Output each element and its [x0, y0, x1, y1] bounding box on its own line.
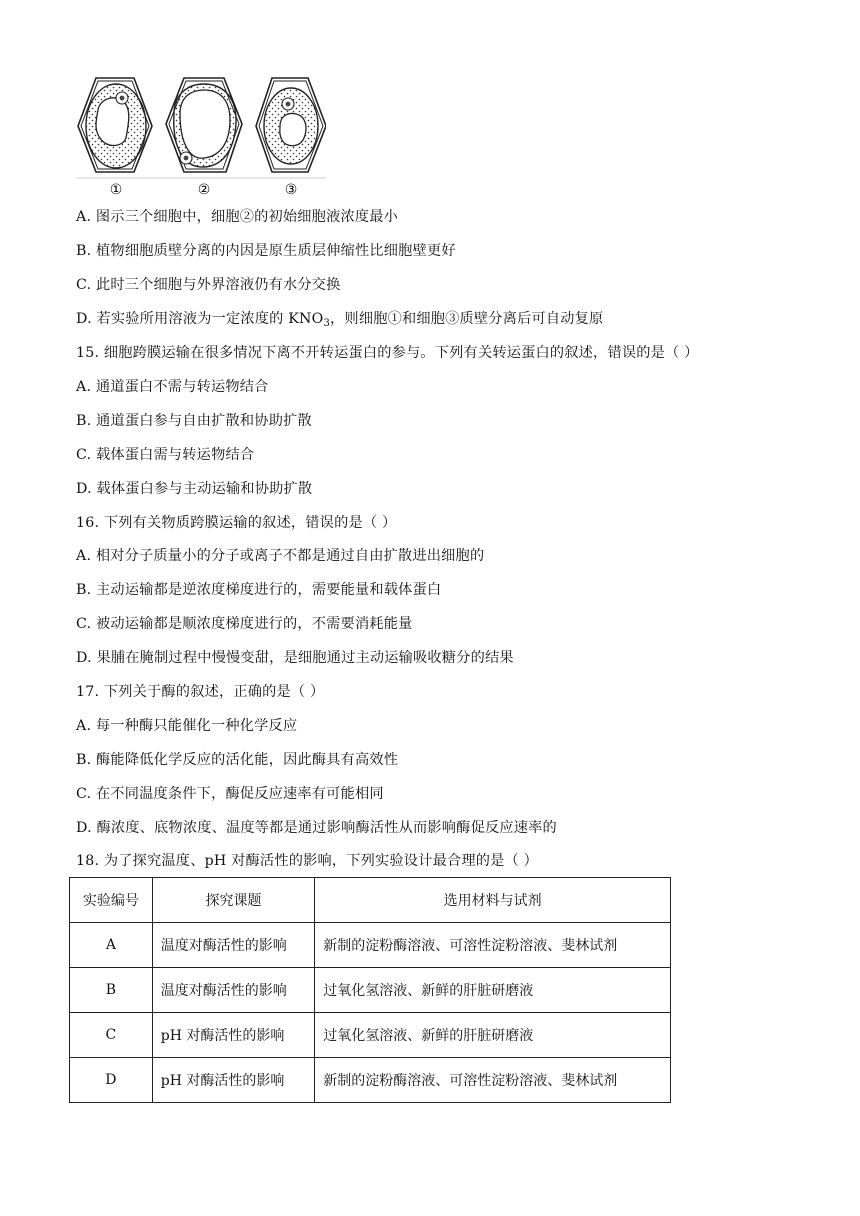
cell-materials: 新制的淀粉酶溶液、可溶性淀粉溶液、斐林试剂	[315, 923, 671, 968]
table-row	[70, 1013, 671, 1058]
cell-materials: 过氧化氢溶液、新鲜的肝脏研磨液	[315, 968, 671, 1013]
q15-stem: 15. 细胞跨膜运输在很多情况下离不开转运蛋白的参与。下列有关转运蛋白的叙述，错误的是（ ）	[76, 345, 699, 361]
table-row	[70, 968, 671, 1013]
cell-1	[78, 78, 152, 172]
cell-id: D	[70, 1058, 153, 1103]
header-materials: 选用材料与试剂	[315, 878, 671, 923]
q16-option-a: A. 相对分子质量小的分子或离子不都是通过自由扩散进出细胞的	[76, 548, 485, 564]
header-experiment-id: 实验编号	[70, 878, 153, 923]
q17-option-d: D. 酶浓度、底物浓度、温度等都是通过影响酶活性从而影响酶促反应速率的	[76, 820, 557, 836]
cell-3-label: ③	[284, 182, 298, 198]
cell-materials: 过氧化氢溶液、新鲜的肝脏研磨液	[315, 1013, 671, 1058]
q15-option-a: A. 通道蛋白不需与转运物结合	[76, 379, 269, 395]
cell-2	[166, 78, 242, 172]
q17-stem: 17. 下列关于酶的叙述，正确的是（ ）	[76, 684, 325, 700]
q14-option-d	[76, 309, 603, 329]
cell-topic: pH 对酶活性的影响	[152, 1058, 314, 1103]
cell-2-label: ②	[197, 182, 211, 198]
cell-topic: 温度对酶活性的影响	[152, 968, 314, 1013]
cell-id: B	[70, 968, 153, 1013]
q16-stem: 16. 下列有关物质跨膜运输的叙述，错误的是（ ）	[76, 515, 397, 531]
table-header-row	[70, 878, 671, 923]
q16-option-b: B. 主动运输都是逆浓度梯度进行的，需要能量和载体蛋白	[76, 582, 442, 598]
q15-option-d: D. 载体蛋白参与主动运输和协助扩散	[76, 481, 313, 497]
q17-option-a: A. 每一种酶只能催化一种化学反应	[76, 718, 298, 734]
cell-topic: 温度对酶活性的影响	[152, 923, 314, 968]
q14-option-d-prefix: D. 若实验所用溶液为一定浓度的 KNO	[76, 311, 324, 327]
q14-option-a: A. 图示三个细胞中，细胞②的初始细胞液浓度最小	[76, 209, 399, 225]
q14-option-d-sub: 3	[323, 318, 331, 329]
q18-table	[69, 877, 671, 1103]
q14-option-c: C. 此时三个细胞与外界溶液仍有水分交换	[76, 277, 341, 293]
q17-option-c: C. 在不同温度条件下，酶促反应速率有可能相同	[76, 786, 384, 802]
q18-stem: 18. 为了探究温度、pH 对酶活性的影响，下列实验设计最合理的是（ ）	[76, 853, 538, 869]
q15-option-b: B. 通道蛋白参与自由扩散和协助扩散	[76, 413, 312, 429]
q14-option-b: B. 植物细胞质壁分离的内因是原生质层伸缩性比细胞壁更好	[76, 243, 456, 259]
cell-id: C	[70, 1013, 153, 1058]
cell-topic: pH 对酶活性的影响	[152, 1013, 314, 1058]
q14-option-d-suffix: ，则细胞①和细胞③质壁分离后可自动复原	[330, 311, 604, 327]
q15-option-c: C. 载体蛋白需与转运物结合	[76, 447, 255, 463]
cell-id: A	[70, 923, 153, 968]
cell-materials: 新制的淀粉酶溶液、可溶性淀粉溶液、斐林试剂	[315, 1058, 671, 1103]
header-topic: 探究课题	[152, 878, 314, 923]
cell-3	[256, 78, 326, 172]
q16-option-c: C. 被动运输都是顺浓度梯度进行的，不需要消耗能量	[76, 616, 413, 632]
q17-option-b: B. 酶能降低化学反应的活化能，因此酶具有高效性	[76, 752, 399, 768]
q16-option-d: D. 果脯在腌制过程中慢慢变甜，是细胞通过主动运输吸收糖分的结果	[76, 650, 514, 666]
table-row	[70, 923, 671, 968]
cell-1-label: ①	[109, 182, 123, 198]
table-row	[70, 1058, 671, 1103]
cell-diagram	[76, 74, 326, 198]
